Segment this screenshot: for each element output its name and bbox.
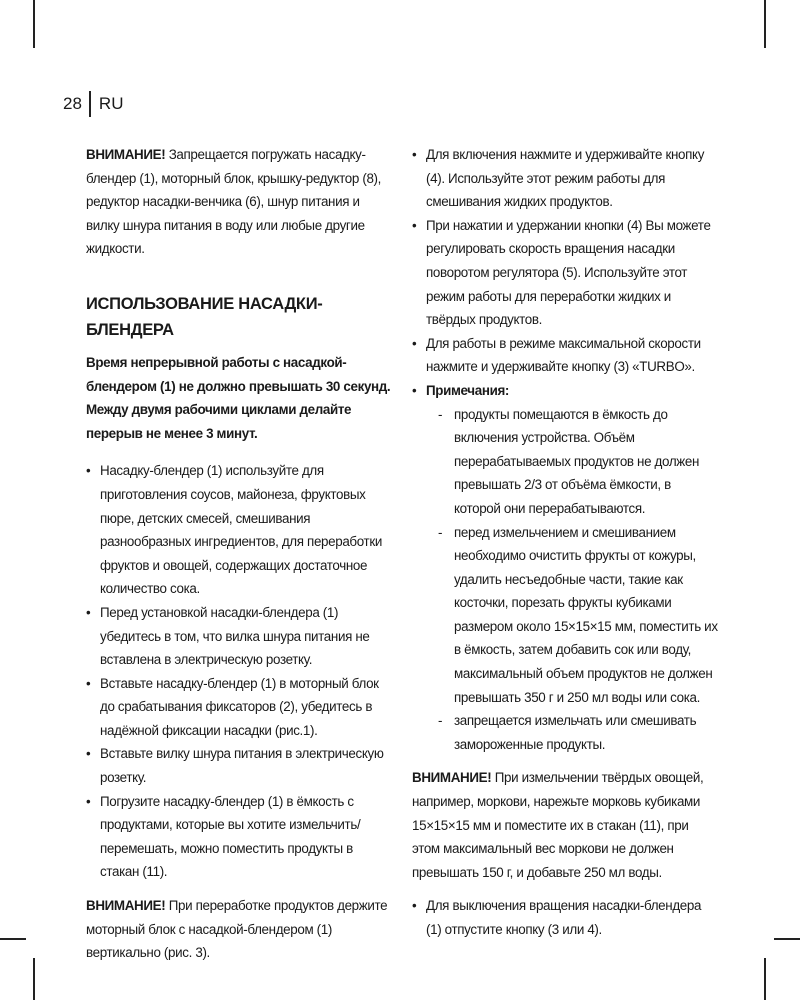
warning-paragraph	[412, 766, 718, 884]
right-column	[412, 143, 718, 952]
warning-label: ВНИМАНИЕ!	[86, 147, 166, 162]
left-column	[86, 143, 392, 975]
page-number: 28	[63, 94, 82, 113]
operation-list	[412, 143, 718, 756]
note-item: - продукты помещаются в ёмкость до включения устройства. Объём перерабатываемых продуктов не должен превышать 2/3 от объёма ёмкости, в которой они перерабатываются.	[436, 403, 718, 521]
crop-mark-right-h	[774, 938, 800, 940]
crop-mark-bottom-left-v	[33, 958, 35, 1000]
notes-label: Примечания:	[426, 382, 510, 398]
notes-list	[426, 403, 718, 757]
list-item: • При нажатии и удержании кнопки (4) Вы можете регулировать скорость вращения насадки поворотом регулятора (5). Используйте этот режим работы для переработки жидких и твёрдых продуктов.	[412, 214, 718, 332]
warning-paragraph	[86, 143, 392, 261]
warning-text: При измельчении твёрдых овощей, например, моркови, нарежьте морковь кубиками 15×15×15 мм и поместите их в стакан (11), при этом максимальный вес моркови не должен превышать 150 г, и добавьте 250 мл воды.	[412, 770, 704, 880]
page-header	[63, 90, 123, 118]
list-item: • Погрузите насадку-блендер (1) в ёмкость с продуктами, которые вы хотите измельчить/перемешать, можно поместить продукты в стакан (11).	[86, 790, 392, 884]
list-item: • Вставьте насадку-блендер (1) в моторный блок до срабатывания фиксаторов (2), убедитесь в надёжной фиксации насадки (рис.1).	[86, 672, 392, 743]
list-item: • Вставьте вилку шнура питания в электрическую розетку.	[86, 742, 392, 789]
warning-label: ВНИМАНИЕ!	[86, 898, 166, 914]
list-item: • Для выключения вращения насадки-блендера (1) отпустите кнопку (3 или 4).	[412, 894, 718, 941]
usage-time-notice: Время непрерывной работы с насадкой-блендером (1) не должно превышать 30 секунд. Между двумя рабочими циклами делайте перерыв не менее 3 минут.	[86, 354, 391, 441]
list-item: • Насадку-блендер (1) используйте для приготовления соусов, майонеза, фруктовых пюре, детских смесей, смешивания разнообразных ингредиентов, для переработки фруктов и овощей, содержащих достаточное количество сока.	[86, 459, 392, 601]
crop-mark-left-h	[0, 938, 26, 940]
crop-mark-top-left-v	[33, 0, 35, 48]
crop-mark-bottom-right-v	[764, 958, 766, 1000]
note-item: - перед измельчением и смешиванием необходимо очистить фрукты от кожуры, удалить несъедобные части, такие как косточки, порезать фрукты кубиками размером около 15×15×15 мм, поместить их в ёмкость, затем добавить сок или воду, максимальный объем продуктов не должен превышать 350 г и 250 мл воды или сока.	[436, 521, 718, 710]
list-item: • Перед установкой насадки-блендера (1) убедитесь в том, что вилка шнура питания не вставлена в электрическую розетку.	[86, 601, 392, 672]
instructions-list	[86, 459, 392, 884]
language-code: RU	[98, 94, 124, 113]
final-list	[412, 894, 718, 941]
warning-text: Запрещается погружать насадку-блендер (1), моторный блок, крышку-редуктор (8), редуктор насадки-венчика (6), шнур питания и вилку шнура питания в воду или любые другие жидкости.	[86, 147, 382, 257]
notes-item	[412, 379, 718, 757]
warning-label: ВНИМАНИЕ!	[412, 770, 492, 786]
list-item: • Для работы в режиме максимальной скорости нажмите и удерживайте кнопку (3) «TURBO».	[412, 332, 718, 379]
section-title: ИСПОЛЬЗОВАНИЕ НАСАДКИ-БЛЕНДЕРА	[86, 294, 323, 339]
warning-paragraph	[86, 894, 392, 965]
list-item: • Для включения нажмите и удерживайте кнопку (4). Используйте этот режим работы для смешивания жидких продуктов.	[412, 143, 718, 214]
header-divider	[89, 91, 91, 117]
warning-text: При переработке продуктов держите моторный блок с насадкой-блендером (1) вертикально (рис. 3).	[86, 898, 388, 961]
crop-mark-top-right-v	[764, 0, 766, 48]
note-item: - запрещается измельчать или смешивать замороженные продукты.	[436, 709, 718, 756]
